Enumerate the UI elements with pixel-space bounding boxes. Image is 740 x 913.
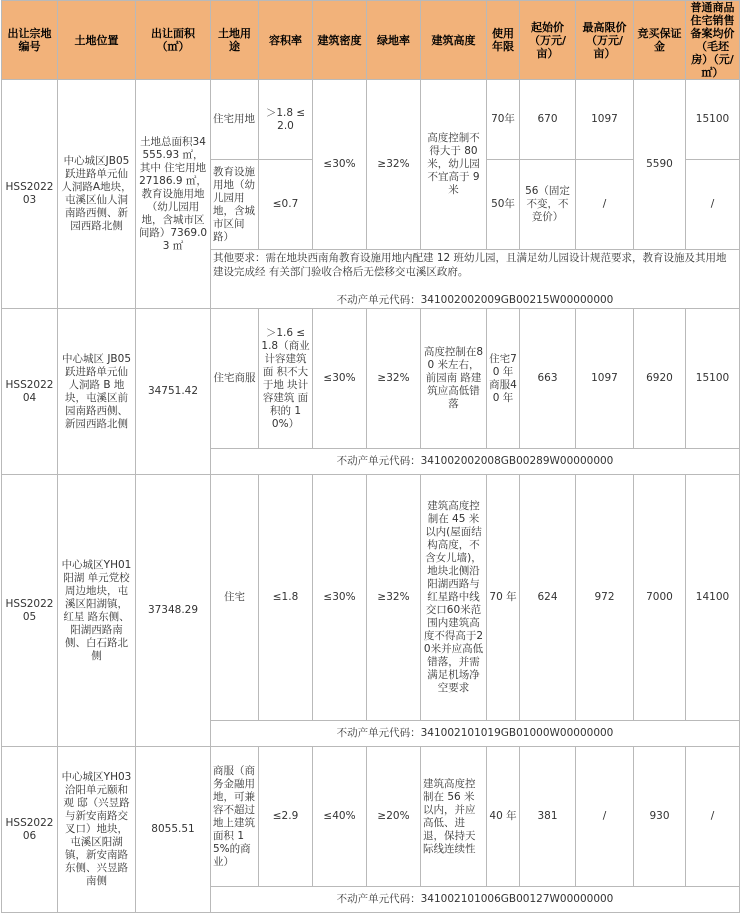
parcel-years: 住宅70 年商服40 年: [487, 309, 520, 449]
parcel-max-price: 972: [576, 475, 634, 721]
parcel-height: 建筑高度控制在 56 米以内，并应高低、进退，保持天际线连续性: [421, 747, 487, 887]
parcel-area: 土地总面积34555.93 ㎡，其中 住宅用地27186.9 ㎡，教育设施用地（幼儿园用地，含城市区间路）7369.03 ㎡: [136, 80, 211, 309]
parcel-deposit: 5590: [634, 80, 686, 250]
parcel-use: 住宅: [211, 475, 259, 721]
parcel-max-price: /: [576, 747, 634, 887]
parcel-note-text: 其他要求：需在地块西南角教育设施用地内配建 12 班幼儿园，且满足幼儿园设计规范要求，教育设施及其用地建设完成经 有关部门验收合格后无偿移交屯溪区政府。: [213, 252, 727, 278]
table-row: [2, 747, 740, 887]
parcel-max-price: 1097: [576, 309, 634, 449]
parcel-no: HSS202205: [2, 475, 58, 747]
parcel-avg-price: 14100: [686, 475, 740, 721]
parcel-location: 中心城区YH01 阳湖 单元党校周边地块，屯溪区阳湖镇，红星 路东侧、阳湖西路南 侧、白石路北侧: [58, 475, 136, 747]
parcel-start-price: 56（固定不变，不竞价）: [520, 160, 576, 250]
table-row: [2, 475, 740, 721]
parcel-code: 不动产单元代码：341002002008GB00289W00000000: [211, 449, 740, 475]
parcel-use: 教育设施用地（幼儿园用地，含城市区间路）: [211, 160, 259, 250]
parcel-years: 40 年: [487, 747, 520, 887]
header-green: 绿地率: [367, 1, 421, 80]
parcel-area: 8055.51: [136, 747, 211, 913]
header-height: 建筑高度: [421, 1, 487, 80]
parcel-code: 不动产单元代码：341002101006GB00127W00000000: [211, 887, 740, 913]
parcel-height: 高度控制不得大于 80 米，幼儿园不宜高于 9 米: [421, 80, 487, 250]
parcel-density: ≤30%: [313, 309, 367, 449]
header-avg-price: 普通商品住宅销售备案均价（毛坯房）（元/㎡）: [686, 1, 740, 80]
parcel-start-price: 381: [520, 747, 576, 887]
parcel-far: ＞1.8 ≤2.0: [259, 80, 313, 160]
parcel-green: ≥20%: [367, 747, 421, 887]
parcel-use: 住宅商服: [211, 309, 259, 449]
parcel-start-price: 670: [520, 80, 576, 160]
parcel-deposit: 930: [634, 747, 686, 887]
parcel-far: ≤0.7: [259, 160, 313, 250]
parcel-code: 不动产单元代码：341002002009GB00215W00000000: [336, 294, 614, 306]
parcel-no: HSS202203: [2, 80, 58, 309]
parcel-avg-price: 15100: [686, 80, 740, 160]
parcel-green: ≥32%: [367, 80, 421, 250]
header-years: 使用年限: [487, 1, 520, 80]
parcel-density: ≤30%: [313, 80, 367, 250]
parcel-no: HSS202204: [2, 309, 58, 475]
parcel-years: 70年: [487, 80, 520, 160]
parcel-note: [211, 250, 740, 309]
land-auction-table: [1, 0, 740, 913]
parcel-density: ≤40%: [313, 747, 367, 887]
parcel-area: 34751.42: [136, 309, 211, 475]
parcel-no: HSS202206: [2, 747, 58, 913]
header-deposit: 竞买保证金: [634, 1, 686, 80]
parcel-deposit: 7000: [634, 475, 686, 721]
parcel-height: 高度控制在80 米左右，前园南 路建筑应高低错落: [421, 309, 487, 449]
parcel-use: 商服（商务金融用地，可兼容不超过地上建筑面积 15%的商业）: [211, 747, 259, 887]
parcel-location: 中心城区JB05跃进路单元仙人洞路A地块，屯溪区仙人洞南路西侧、新园西路北侧: [58, 80, 136, 309]
header-location: 土地位置: [58, 1, 136, 80]
header-far: 容积率: [259, 1, 313, 80]
parcel-years: 70 年: [487, 475, 520, 721]
parcel-green: ≥32%: [367, 309, 421, 449]
parcel-density: ≤30%: [313, 475, 367, 721]
table-row: [2, 309, 740, 449]
header-max-price: 最高限价（万元/亩）: [576, 1, 634, 80]
parcel-avg-price: /: [686, 747, 740, 887]
parcel-far: ＞1.6 ≤ 1.8（商业计容建筑面 积不大于地 块计容建筑 面积的 10%）: [259, 309, 313, 449]
header-parcel-no: 出让宗地编号: [2, 1, 58, 80]
parcel-green: ≥32%: [367, 475, 421, 721]
table-row: [2, 80, 740, 160]
parcel-far: ≤2.9: [259, 747, 313, 887]
parcel-max-price: 1097: [576, 80, 634, 160]
parcel-start-price: 663: [520, 309, 576, 449]
parcel-max-price: /: [576, 160, 634, 250]
parcel-deposit: 6920: [634, 309, 686, 449]
header-density: 建筑密度: [313, 1, 367, 80]
parcel-avg-price: /: [686, 160, 740, 250]
parcel-height: 建筑高度控制在 45 米以内(屋面结构高度，不含女儿墙)，地块北侧沿阳湖西路与红星路中线交口60米范围内建筑高度不得高于20米并应高低错落，并需满足机场净空要求: [421, 475, 487, 721]
header-start-price: 起始价（万元/亩）: [520, 1, 576, 80]
parcel-location: 中心城区YH03 洽阳单元颐和观 邸（兴昱路与新安南路交叉口）地块，屯溪区阳湖镇，新安南路 东侧、兴昱路南侧: [58, 747, 136, 913]
header-area: 出让面积（㎡）: [136, 1, 211, 80]
parcel-years: 50年: [487, 160, 520, 250]
parcel-area: 37348.29: [136, 475, 211, 747]
parcel-avg-price: 15100: [686, 309, 740, 449]
parcel-start-price: 624: [520, 475, 576, 721]
header-use: 土地用途: [211, 1, 259, 80]
parcel-far: ≤1.8: [259, 475, 313, 721]
parcel-location: 中心城区 JB05跃进路单元仙人洞路 B 地块，屯溪区前园南路西侧、新园西路北侧: [58, 309, 136, 475]
header-row: [2, 1, 740, 80]
parcel-code: 不动产单元代码：341002101019GB01000W00000000: [211, 721, 740, 747]
parcel-use: 住宅用地: [211, 80, 259, 160]
